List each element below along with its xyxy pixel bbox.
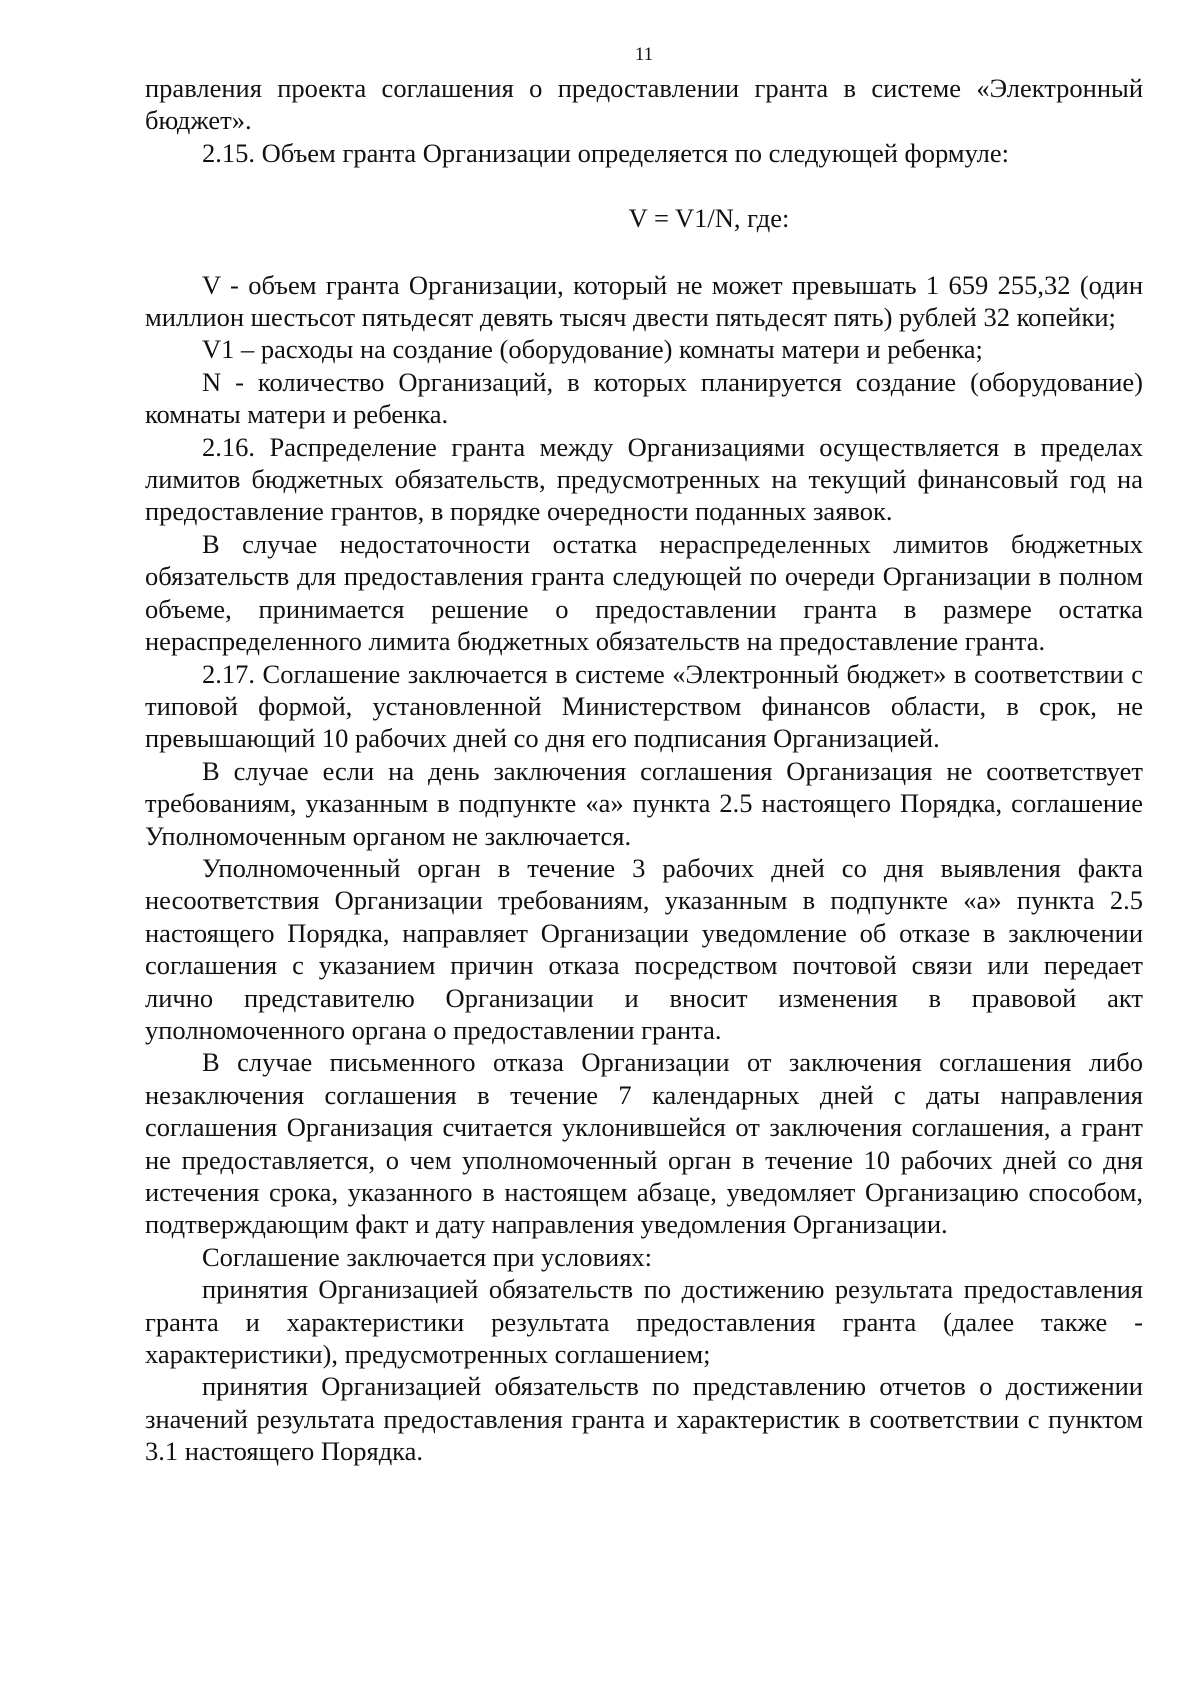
document-page (145, 0, 1143, 1698)
grant-formula: V = V1/N, где: (628, 203, 790, 234)
paragraph-condition-reports: принятия Организацией обязательств по представлению отчетов о достижении значений результата предоставления гранта и характеристик в соответствии с пунктом 3.1 настоящего Порядка. (145, 1371, 1143, 1467)
paragraph-v1-definition: V1 – расходы на создание (оборудование) комнаты матери и ребенка; (202, 334, 983, 365)
paragraph-insufficient-limits: В случае недостаточности остатка нераспределенных лимитов бюджетных обязательств для предоставления гранта следующей по очереди Организации в полном объеме, принимается решение о предоставлении гранта в размере остатка нераспределенного лимита бюджетных обязательств на предоставление гранта. (145, 528, 1143, 657)
paragraph-noncompliance: В случае если на день заключения соглашения Организация не соответствует требованиям, указанным в подпункте «а» пункта 2.5 настоящего Порядка, соглашение Уполномоченным органом не заключается. (145, 755, 1143, 851)
paragraph-2-17: 2.17. Соглашение заключается в системе «Электронный бюджет» в соответствии с типовой формой, установленной Министерством финансов области, в срок, не превышающий 10 рабочих дней со дня его подписания Организацией. (145, 658, 1143, 754)
paragraph-2-16: 2.16. Распределение гранта между Организациями осуществляется в пределах лимитов бюджетных обязательств, предусмотренных на текущий финансовый год на предоставление грантов, в порядке очередности поданных заявок. (145, 431, 1143, 527)
paragraph-condition-result: принятия Организацией обязательств по достижению результата предоставления гранта и характеристики результата предоставления гранта (далее также - характеристики), предусмотренных соглашением; (145, 1274, 1143, 1370)
paragraph-continuation: правления проекта соглашения о предоставлении гранта в системе «Электронный бюджет». (145, 73, 1143, 136)
paragraph-v-definition: V - объем гранта Организации, который не может превышать 1 659 255,32 (один миллион шестьсот пятьдесят девять тысяч двести пятьдесят пять) рублей 32 копейки; (145, 269, 1143, 333)
paragraph-refusal-notice: Уполномоченный орган в течение 3 рабочих дней со дня выявления факта несоответствия Организации требованиям, указанным в подпункте «а» пункта 2.5 настоящего Порядка, направляет Организации уведомление об отказе в заключении соглашения с указанием причин отказа посредством почтовой связи или передает лично представителю Организации и вносит изменения в правовой акт уполномоченного органа о предоставлении гранта. (145, 852, 1143, 1045)
document-body (145, 72, 1143, 1468)
paragraph-2-15: 2.15. Объем гранта Организации определяется по следующей формуле: (202, 137, 1010, 168)
page-number: 11 (634, 44, 654, 65)
paragraph-n-definition: N - количество Организаций, в которых планируется создание (оборудование) комнаты матери и ребенка. (145, 366, 1143, 430)
paragraph-conditions-heading: Соглашение заключается при условиях: (202, 1241, 653, 1272)
paragraph-written-refusal: В случае письменного отказа Организации от заключения соглашения либо незаключения соглашения в течение 7 календарных дней с даты направления соглашения Организация считается уклонившейся от заключения соглашения, а грант не предоставляется, о чем уполномоченный орган в течение 10 рабочих дней со дня истечения срока, указанного в настоящем абзаце, уведомляет Организацию способом, подтверждающим факт и дату направления уведомления Организации. (145, 1047, 1143, 1240)
